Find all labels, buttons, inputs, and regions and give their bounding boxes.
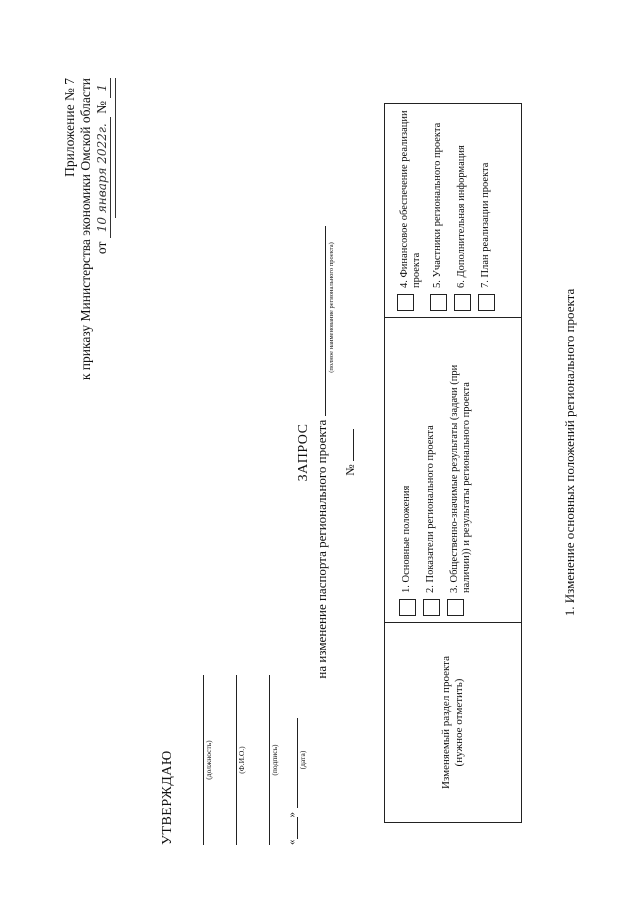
appendix-number-label: № (94, 101, 109, 114)
option-label: 5. Участники регионального проекта (432, 122, 443, 288)
position-line (186, 675, 204, 845)
checkbox[interactable] (399, 599, 416, 616)
name-caption: (Ф.И.О.) (237, 746, 246, 774)
signature-caption: (подпись) (270, 744, 279, 776)
date-caption: (дата) (298, 750, 307, 770)
sections-table (384, 103, 522, 823)
signature-line (252, 675, 270, 845)
checkbox[interactable] (447, 599, 464, 616)
approval-title: УТВЕРЖДАЮ (160, 750, 175, 845)
date-close-quote: » (286, 812, 298, 818)
option-label: 1. Основные положения (401, 485, 412, 593)
option-additional-info[interactable] (454, 110, 471, 311)
option-label: 4. Финансовое обеспечение реализации проекта (399, 110, 422, 288)
option-basic-provisions[interactable] (399, 324, 416, 616)
section-heading: 1. Изменение основных положений регионального проекта (562, 288, 577, 617)
request-title: ЗАПРОС (296, 423, 311, 482)
checkbox[interactable] (478, 294, 495, 311)
handwritten-date: 10 января 2022г. (94, 117, 111, 238)
option-participants[interactable] (430, 110, 447, 311)
checkbox[interactable] (454, 294, 471, 311)
options-column-1 (385, 317, 521, 622)
appendix-order: к приказу Министерства экономики Омской области (78, 78, 93, 381)
project-name-caption: (полное наименование регионального проекта) (328, 242, 335, 373)
appendix-title: Приложение № 7 (62, 78, 77, 177)
option-label: 6. Дополнительная информация (456, 145, 467, 288)
position-caption: (должность) (204, 740, 213, 780)
request-number-line (342, 429, 354, 461)
project-name-line (314, 226, 326, 416)
option-financing[interactable] (397, 110, 423, 311)
option-label: 3. Общественно-значимые результаты (задачи (при наличии)) и результаты регионального проекта (449, 364, 472, 593)
option-indicators[interactable] (423, 324, 440, 616)
request-subtitle: на изменение паспорта регионального проекта (314, 419, 329, 679)
option-results[interactable] (447, 324, 473, 616)
sections-table-header: Изменяемый раздел проекта (нужное отметить) (385, 622, 521, 822)
options-column-2 (385, 104, 521, 317)
option-implementation-plan[interactable] (478, 110, 495, 311)
name-line (219, 675, 237, 845)
approval-block (160, 675, 307, 845)
request-number-row (342, 0, 358, 905)
option-label: 2. Показатели регионального проекта (425, 425, 436, 593)
date-open-quote: « (286, 839, 298, 845)
checkbox[interactable] (430, 294, 447, 311)
request-number-label: № (343, 464, 357, 476)
checkbox[interactable] (397, 294, 414, 311)
checkbox[interactable] (423, 599, 440, 616)
appendix-from-label: от (94, 241, 109, 255)
handwritten-number: 1 (94, 78, 111, 98)
option-label: 7. План реализации проекта (480, 162, 491, 288)
appendix-underline (115, 78, 116, 218)
appendix-date-line (94, 78, 111, 380)
appendix-block (62, 78, 116, 380)
